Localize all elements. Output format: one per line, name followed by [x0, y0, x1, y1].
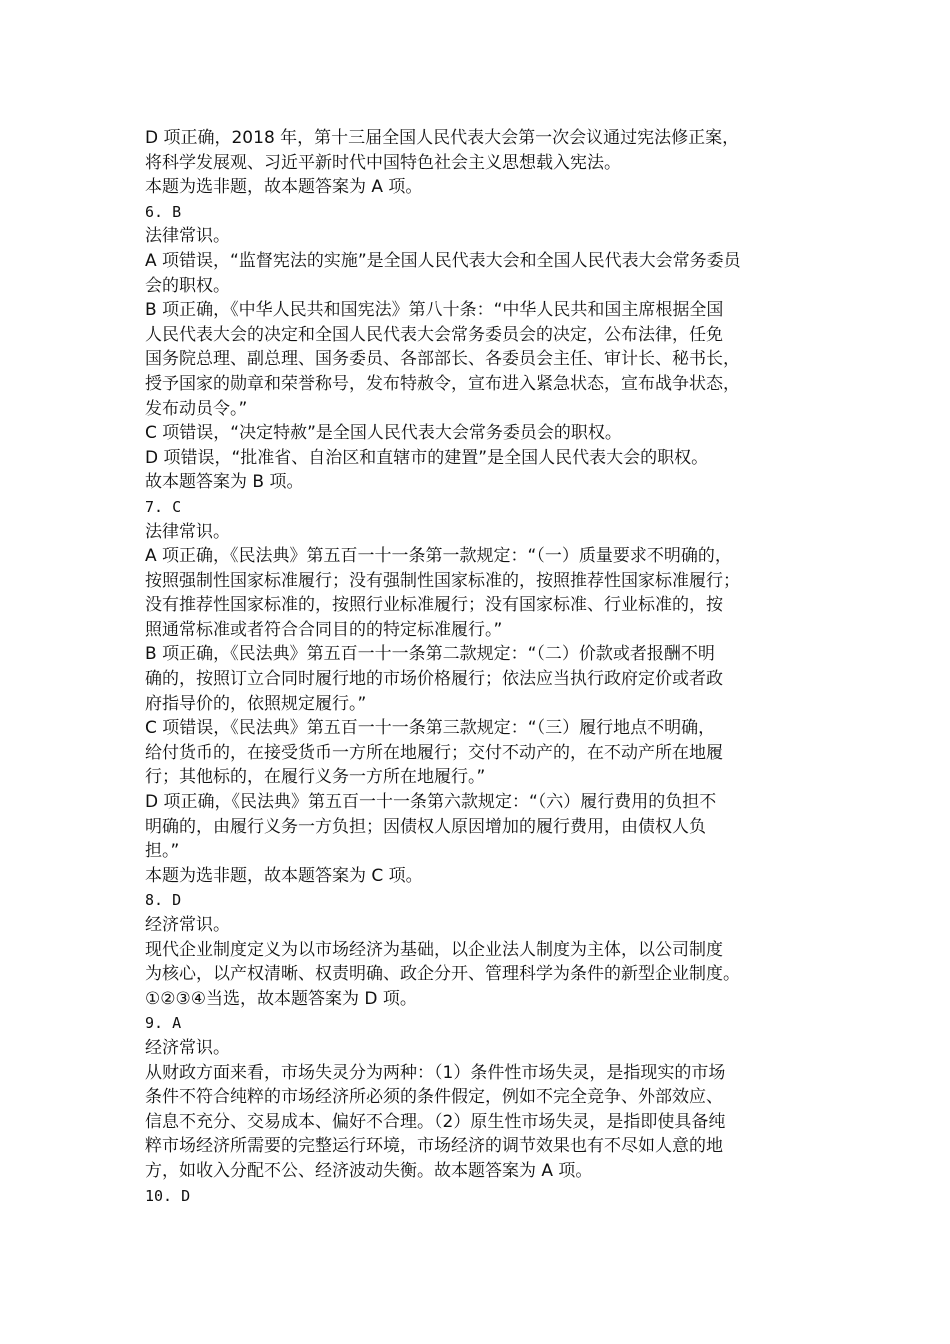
text-line: B 项正确，《中华人民共和国宪法》第八十条：“中华人民共和国主席根据全国: [145, 300, 724, 321]
text-line: 从财政方面来看，市场失灵分为两种：（1）条件性市场失灵，是指现实的市场: [145, 1062, 726, 1083]
text-line: ①②③④当选，故本题答案为 D 项。: [145, 988, 417, 1009]
text-line: C 项错误，《民法典》第五百一十一条第三款规定：“（三）履行地点不明确，: [145, 718, 716, 739]
text-line: 国务院总理、副总理、国务委员、各部部长、各委员会主任、审计长、秘书长，: [145, 349, 740, 370]
text-line: 为核心，以产权清晰、权责明确、政企分开、管理科学为条件的新型企业制度。: [145, 964, 740, 985]
question-number: 7. C: [145, 497, 182, 516]
text-line: 经济常识。: [145, 915, 230, 935]
question-number: 8. D: [145, 891, 182, 910]
text-line: 将科学发展观、习近平新时代中国特色社会主义思想载入宪法。: [145, 152, 621, 173]
text-line: 会的职权。: [145, 275, 230, 296]
text-line: C 项错误，“决定特赦”是全国人民代表大会常务委员会的职权。: [145, 423, 622, 444]
text-line: B 项正确，《民法典》第五百一十一条第二款规定：“（二）价款或者报酬不明: [145, 644, 715, 665]
text-line: 行；其他标的，在履行义务一方所在地履行。”: [145, 767, 486, 788]
text-line: 本题为选非题，故本题答案为 A 项。: [145, 177, 423, 198]
text-line: D 项错误，“批准省、自治区和直辖市的建置”是全国人民代表大会的职权。: [145, 447, 709, 468]
text-line: 粹市场经济所需要的完整运行环境，市场经济的调节效果也有不尽如人意的地: [145, 1136, 723, 1157]
question-number: 6. B: [145, 202, 182, 221]
question-number: 10. D: [145, 1186, 191, 1205]
answer-explanation-text: [145, 126, 815, 1208]
text-line: 信息不充分、交易成本、偏好不合理。（2）原生性市场失灵，是指即使具备纯: [145, 1111, 726, 1132]
text-line: 故本题答案为 B 项。: [145, 472, 304, 493]
text-line: 给付货币的，在接受货币一方所在地履行；交付不动产的，在不动产所在地履: [145, 742, 723, 763]
text-line: 没有推荐性国家标准的，按照行业标准履行；没有国家标准、行业标准的，按: [145, 595, 723, 616]
text-line: D 项正确，2018 年，第十三届全国人民代表大会第一次会议通过宪法修正案，: [145, 128, 740, 148]
text-line: 法律常识。: [145, 226, 230, 247]
text-line: 担。”: [145, 841, 180, 862]
text-line: 照通常标准或者符合合同目的的特定标准履行。”: [145, 619, 503, 640]
text-line: 现代企业制度定义为以市场经济为基础，以企业法人制度为主体，以公司制度: [145, 939, 723, 960]
text-line: 法律常识。: [145, 521, 230, 542]
text-line: 发布动员令。”: [145, 398, 248, 419]
text-line: 经济常识。: [145, 1037, 230, 1058]
text-line: 府指导价的，依照规定履行。”: [145, 693, 367, 714]
text-line: 条件不符合纯粹的市场经济所必须的条件假定，例如不完全竞争、外部效应、: [145, 1087, 723, 1108]
text-line: 人民代表大会的决定和全国人民代表大会常务委员会的决定，公布法律，任免: [145, 324, 723, 345]
text-line: D 项正确，《民法典》第五百一十一条第六款规定：“（六）履行费用的负担不: [145, 792, 717, 813]
text-line: A 项错误，“监督宪法的实施”是全国人民代表大会和全国人民代表大会常务委员: [145, 250, 741, 271]
text-line: 授予国家的勋章和荣誉称号，发布特赦令，宣布进入紧急状态，宣布战争状态，: [145, 373, 740, 394]
text-line: A 项正确，《民法典》第五百一十一条第一款规定：“（一）质量要求不明确的，: [145, 546, 732, 567]
text-line: 方，如收入分配不公、经济波动失衡。故本题答案为 A 项。: [145, 1160, 593, 1181]
text-line: 按照强制性国家标准履行；没有强制性国家标准的，按照推荐性国家标准履行；: [145, 570, 740, 591]
question-number: 9. A: [145, 1014, 182, 1033]
text-line: 明确的，由履行义务一方负担；因债权人原因增加的履行费用，由债权人负: [145, 816, 706, 837]
text-line: 确的，按照订立合同时履行地的市场价格履行；依法应当执行政府定价或者政: [145, 669, 723, 690]
text-line: 本题为选非题，故本题答案为 C 项。: [145, 865, 423, 886]
